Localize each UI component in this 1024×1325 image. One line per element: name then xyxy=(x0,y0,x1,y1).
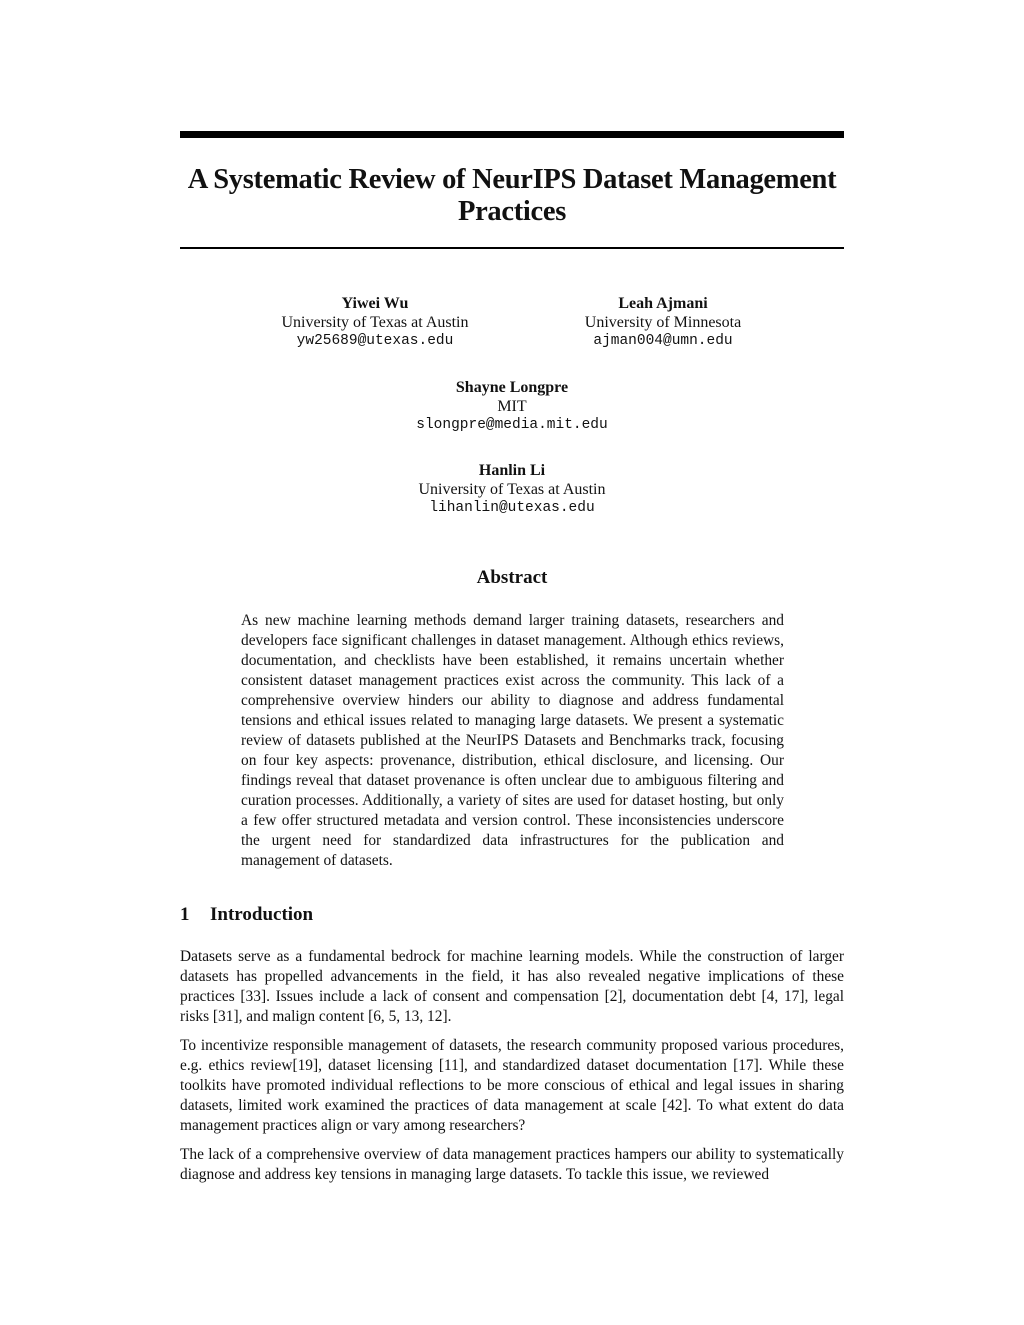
body-paragraph: Datasets serve as a fundamental bedrock for machine learning models. While the construction of larger datasets has propelled advancements in the field, it has also revealed negative implications of these practices [33]. Issues include a lack of consent and compensation [2], documentation debt [4, 17], legal risks [31], and malign content [6, 5, 13, 12]. xyxy=(180,948,844,1025)
body-paragraph: To incentivize responsible management of datasets, the research community proposed various procedures, e.g. ethics review[19], dataset licensing [11], and standardized dataset documentation [17]. While these toolkits have promoted individual reflections to be more conscious of ethical and legal issues in sharing datasets, limited work examined the practices of data management at scale [42]. To what extent do data management practices align or vary among researchers? xyxy=(180,1037,844,1134)
author-block xyxy=(362,379,662,435)
author-name: Yiwei Wu xyxy=(341,295,409,312)
author-block xyxy=(530,295,796,351)
author-affiliation: University of Texas at Austin xyxy=(281,313,469,331)
author-email: slongpre@media.mit.edu xyxy=(416,417,608,433)
body-paragraph: The lack of a comprehensive overview of data management practices hampers our ability to systematically diagnose and address key tensions in managing large datasets. To tackle this issue, we reviewed xyxy=(180,1146,844,1183)
section-number: 1 xyxy=(180,904,190,925)
abstract-heading: Abstract xyxy=(476,567,548,588)
section-heading-introduction xyxy=(180,903,313,927)
author-email: lihanlin@utexas.edu xyxy=(429,500,595,516)
author-block xyxy=(362,462,662,518)
author-affiliation: University of Texas at Austin xyxy=(418,480,606,498)
author-name: Shayne Longpre xyxy=(455,379,569,396)
author-affiliation: MIT xyxy=(497,397,527,415)
author-block xyxy=(240,295,510,351)
author-email: ajman004@umn.edu xyxy=(593,333,733,349)
paper-title: A Systematic Review of NeurIPS Dataset Management Practices xyxy=(187,164,837,227)
author-name: Hanlin Li xyxy=(478,462,546,479)
title-bottom-rule xyxy=(180,247,844,249)
title-top-rule xyxy=(180,131,844,138)
author-email: yw25689@utexas.edu xyxy=(296,333,454,349)
author-name: Leah Ajmani xyxy=(618,295,708,312)
author-affiliation: University of Minnesota xyxy=(584,313,742,331)
abstract-text: As new machine learning methods demand larger training datasets, researchers and developers face significant challenges in dataset management. Although ethics reviews, documentation, and checklists have been established, it remains uncertain whether consistent dataset management practices exist across the community. This lack of a comprehensive overview hinders our ability to diagnose and address fundamental tensions and ethical issues related to managing large datasets. We present a systematic review of datasets published at the NeurIPS Datasets and Benchmarks track, focusing on four key aspects: provenance, distribution, ethical disclosure, and licensing. Our findings reveal that dataset provenance is often unclear due to ambiguous filtering and curation processes. Additionally, a variety of sites are used for dataset hosting, but only a few offer structured metadata and version control. These inconsistencies underscore the urgent need for standardized data infrastructures for the publication and management of datasets. xyxy=(241,612,784,869)
section-title: Introduction xyxy=(210,904,314,925)
